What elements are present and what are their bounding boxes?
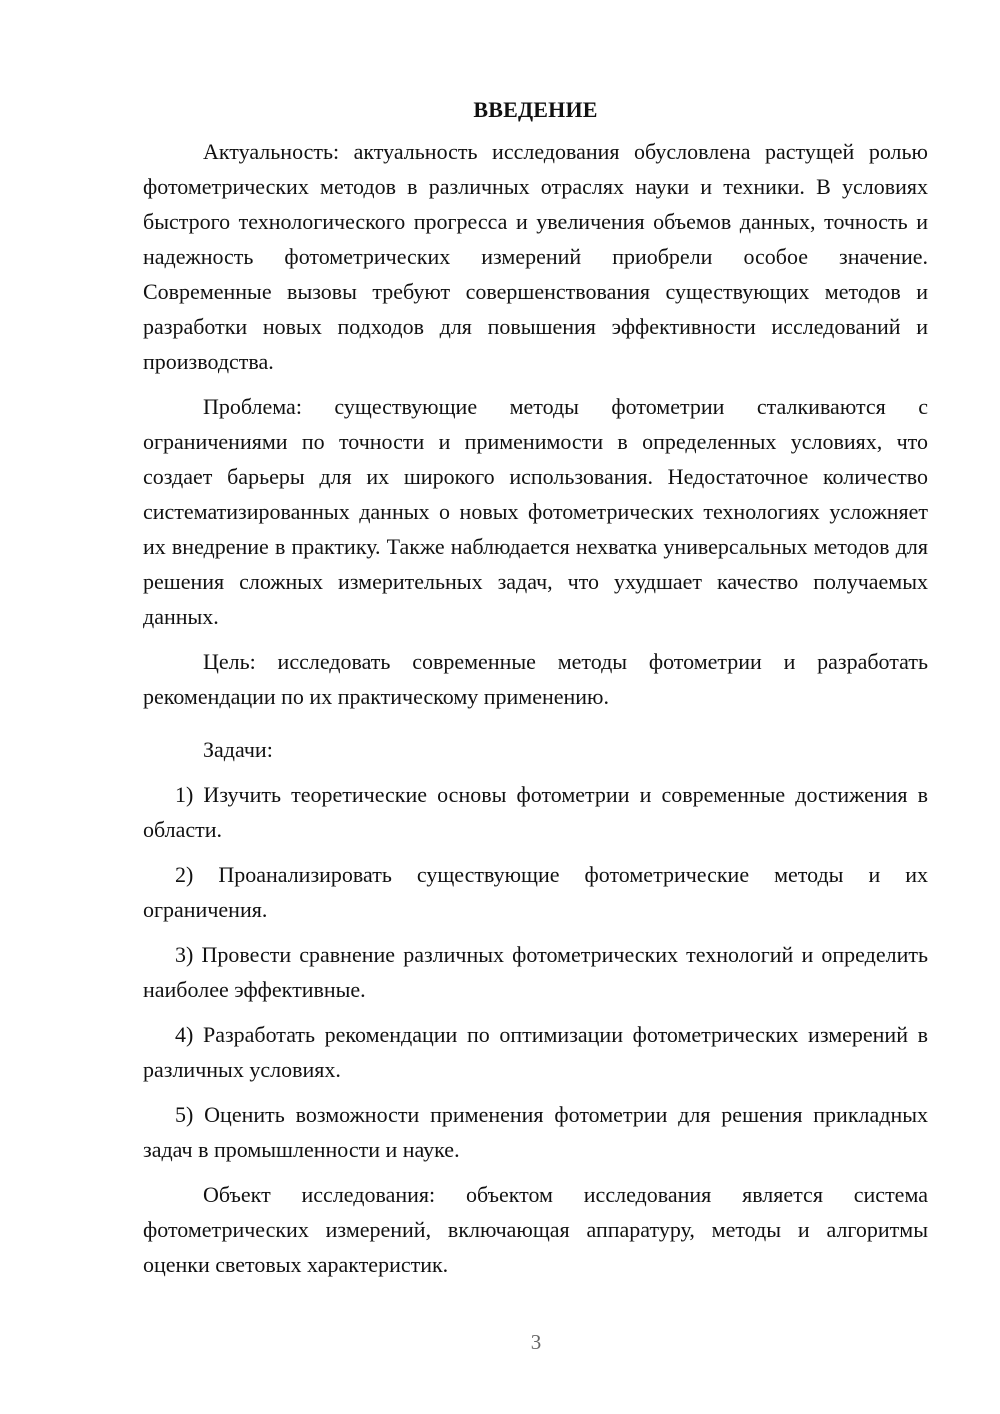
page-number: 3 — [530, 1330, 542, 1354]
task-item-1: 1) Изучить теоретические основы фотометрии и современные достижения в области. — [143, 782, 928, 842]
tasks-heading: Задачи: — [203, 737, 273, 762]
document-page — [143, 88, 928, 1282]
task-item-3: 3) Провести сравнение различных фотометрических технологий и определить наиболее эффективные. — [143, 942, 928, 1002]
relevance-paragraph: Актуальность: актуальность исследования обусловлена растущей ролью фотометрических методов в различных отраслях науки и техники. В условиях быстрого технологического прогресса и увеличения объемов данных, точность и надежность фотометрических измерений приобрели особое значение. Современные вызовы требуют совершенствования существующих методов и разработки новых подходов для повышения эффективности исследований и производства. — [143, 139, 928, 374]
task-item-2: 2) Проанализировать существующие фотометрические методы и их ограничения. — [143, 862, 928, 922]
task-item-4: 4) Разработать рекомендации по оптимизации фотометрических измерений в различных условиях. — [143, 1022, 928, 1082]
object-paragraph: Объект исследования: объектом исследования является система фотометрических измерений, включающая аппаратуру, методы и алгоритмы оценки световых характеристик. — [143, 1182, 928, 1277]
goal-paragraph: Цель: исследовать современные методы фотометрии и разработать рекомендации по их практическому применению. — [143, 649, 928, 709]
problem-paragraph: Проблема: существующие методы фотометрии сталкиваются с ограничениями по точности и применимости в определенных условиях, что создает барьеры для их широкого использования. Недостаточное количество систематизированных данных о новых фотометрических технологиях усложняет их внедрение в практику. Также наблюдается нехватка универсальных методов для решения сложных измерительных задач, что ухудшает качество получаемых данных. — [143, 394, 928, 629]
task-item-5: 5) Оценить возможности применения фотометрии для решения прикладных задач в промышленности и науке. — [143, 1102, 928, 1162]
section-title: ВВЕДЕНИЕ — [473, 97, 598, 122]
